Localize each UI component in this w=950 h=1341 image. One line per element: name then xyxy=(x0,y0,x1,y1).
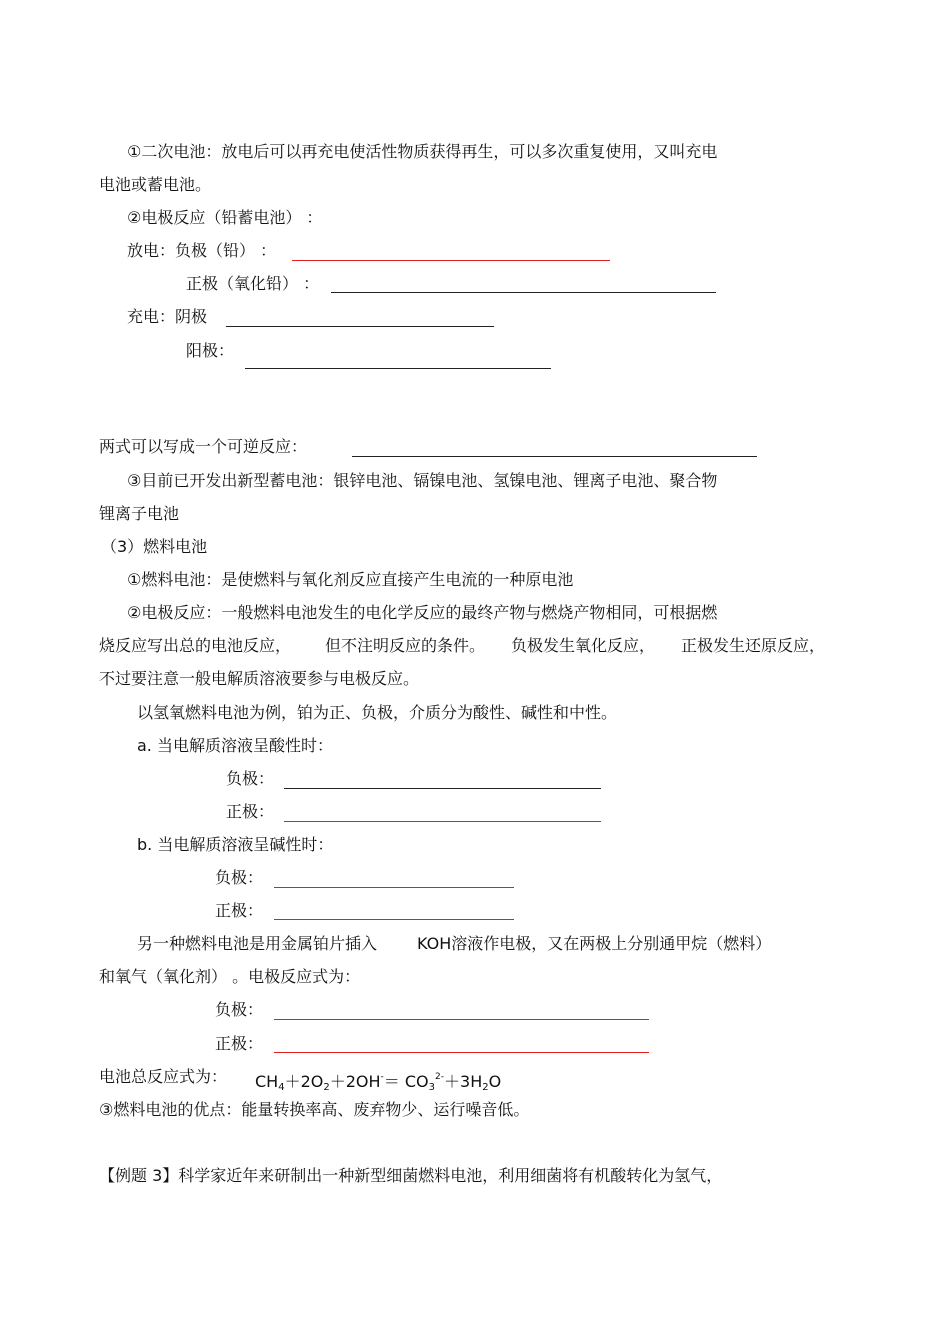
fuel-cell-electrode-line2 xyxy=(99,636,825,656)
acidic-positive-label: 正极： xyxy=(226,802,275,821)
methane-line1-part1: 另一种燃料电池是用金属铂片插入 xyxy=(137,934,378,953)
electrode-line2-part3: 负极发生氧化反应， xyxy=(511,636,656,655)
acidic-electrolyte-heading: a. 当电解质溶液呈酸性时： xyxy=(137,736,333,755)
fuel-cell-electrode-line1: ②电极反应：一般燃料电池发生的电化学反应的最终产物与燃烧产物相同，可根据燃 xyxy=(127,603,718,622)
eq-ch-sub: 4 xyxy=(278,1082,285,1093)
new-battery-types-line2: 锂离子电池 xyxy=(99,504,180,523)
eq-oh-sup: - xyxy=(380,1072,384,1082)
eq-co-sub: 3 xyxy=(428,1082,436,1093)
electrode-line2-part2: 但不注明反应的条件。 xyxy=(325,636,486,655)
methane-positive-label: 正极： xyxy=(215,1034,264,1053)
alkaline-negative-answer-line xyxy=(274,887,514,888)
alkaline-positive-answer-line xyxy=(274,919,514,920)
charge-anode-label: 阳极： xyxy=(186,341,235,360)
fuel-cell-definition: ①燃料电池：是使燃料与氧化剂反应直接产生电流的一种原电池 xyxy=(127,570,574,589)
secondary-battery-definition-line1: ①二次电池：放电后可以再充电使活性物质获得再生，可以多次重复使用，又叫充电 xyxy=(127,142,718,161)
reversible-reaction-label: 两式可以写成一个可逆反应： xyxy=(99,437,308,456)
discharge-positive-answer-line xyxy=(331,292,716,293)
methane-negative-label: 负极： xyxy=(215,1000,264,1019)
discharge-positive-label: 正极（氧化铅） ： xyxy=(186,274,320,293)
eq-o-sub: 2 xyxy=(323,1082,330,1093)
eq-ch: CH xyxy=(255,1072,279,1091)
alkaline-positive-label: 正极： xyxy=(215,901,264,920)
methane-negative-answer-line xyxy=(274,1019,649,1020)
secondary-battery-definition-line2: 电池或蓄电池。 xyxy=(99,175,212,194)
eq-plus-oh: ＋2OH xyxy=(329,1072,381,1091)
hydrogen-oxygen-example-intro: 以氢氧燃料电池为例，铂为正、负极，介质分为酸性、碱性和中性。 xyxy=(137,703,618,722)
discharge-negative-label: 放电：负极（铅） ： xyxy=(127,241,277,260)
total-reaction-equation xyxy=(255,1067,501,1098)
eq-co-sup: 2- xyxy=(435,1072,445,1082)
electrode-line2-part1: 烧反应写出总的电池反应， xyxy=(99,636,292,655)
acidic-negative-label: 负极： xyxy=(226,769,275,788)
reversible-reaction-answer-line xyxy=(352,456,757,457)
acidic-negative-answer-line xyxy=(284,788,601,789)
fuel-cell-advantages: ③燃料电池的优点：能量转换率高、废弃物少、运行噪音低。 xyxy=(99,1100,530,1119)
charge-cathode-label: 充电：阴极 xyxy=(127,307,208,326)
methane-line1-part2: KOH溶液作电极，又在两极上分别通甲烷（燃料） xyxy=(417,934,772,953)
electrode-reaction-heading: ②电极反应（铅蓄电池） ： xyxy=(127,208,323,227)
example3-text: 【例题 3】科学家近年来研制出一种新型细菌燃料电池，利用细菌将有机酸转化为氢气， xyxy=(99,1166,723,1185)
charge-anode-answer-line xyxy=(245,368,551,369)
fuel-cell-electrode-line3: 不过要注意一般电解质溶液要参与电极反应。 xyxy=(99,669,420,688)
methane-positive-answer-line xyxy=(274,1052,649,1053)
eq-h-sub: 2 xyxy=(482,1082,489,1093)
new-battery-types-line1: ③目前已开发出新型蓄电池：银锌电池、镉镍电池、氢镍电池、锂离子电池、聚合物 xyxy=(127,471,718,490)
methane-fuel-cell-line1 xyxy=(137,934,771,954)
alkaline-negative-label: 负极： xyxy=(215,868,264,887)
eq-equals-co: ＝ CO xyxy=(383,1072,429,1091)
electrode-line2-part4: 正极发生还原反应， xyxy=(681,636,826,655)
discharge-negative-answer-line xyxy=(292,260,610,261)
charge-cathode-answer-line xyxy=(226,326,494,327)
total-reaction-label: 电池总反应式为： xyxy=(99,1067,228,1086)
alkaline-electrolyte-heading: b. 当电解质溶液呈碱性时： xyxy=(137,835,334,854)
eq-o-end: O xyxy=(488,1072,502,1091)
methane-fuel-cell-line2: 和氧气（氧化剂） 。电极反应式为： xyxy=(99,967,361,986)
eq-plus-h: ＋3H xyxy=(444,1072,483,1091)
acidic-positive-answer-line xyxy=(284,821,601,822)
fuel-cell-section-title: （3）燃料电池 xyxy=(101,537,208,556)
eq-plus-o: ＋2O xyxy=(284,1072,324,1091)
